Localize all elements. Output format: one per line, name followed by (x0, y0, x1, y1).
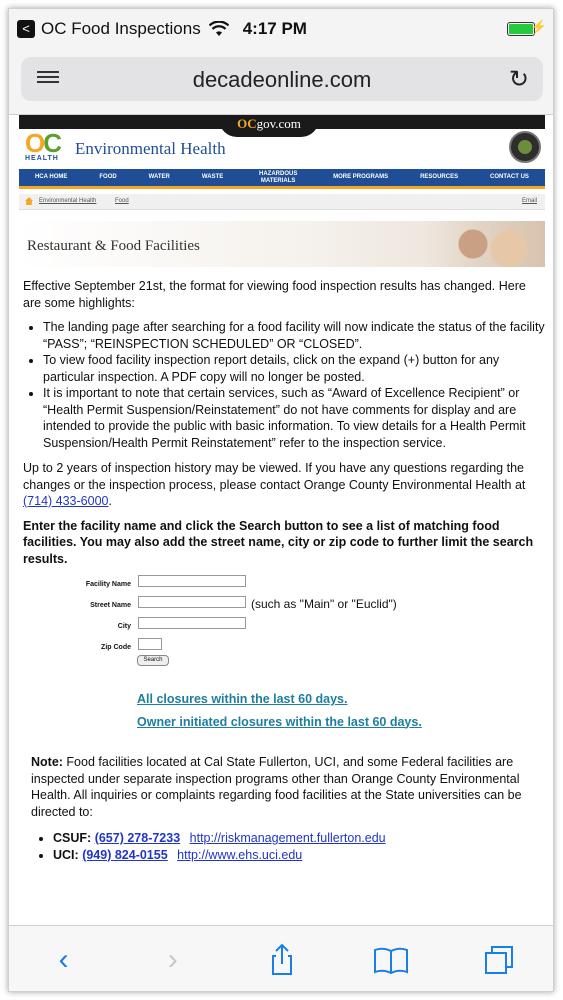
street-name-input[interactable] (138, 596, 246, 608)
page-title: Restaurant & Food Facilities (27, 238, 200, 254)
breadcrumb (19, 194, 545, 210)
page-banner (19, 221, 545, 267)
url-text[interactable]: decadeonline.com (192, 67, 372, 92)
site-title[interactable]: Environmental Health (75, 139, 226, 158)
nav-water[interactable]: WATER (148, 174, 170, 180)
city-label: City (117, 623, 131, 630)
nav-hazardous-materials[interactable]: HAZARDOUS MATERIALS (258, 170, 298, 184)
owner-closures-link[interactable]: Owner initiated closures within the last 60 days. (137, 714, 422, 729)
city-input[interactable] (138, 617, 246, 629)
phone-screen (8, 8, 554, 992)
breadcrumb-food[interactable]: Food (115, 198, 129, 204)
search-button[interactable]: Search (137, 655, 169, 666)
contacts-list (53, 830, 545, 863)
tabs-icon[interactable] (480, 940, 520, 980)
contact-name: UCI: (53, 847, 79, 862)
browser-toolbar (9, 925, 554, 992)
all-closures-link[interactable]: All closures within the last 60 days. (137, 692, 348, 706)
oc-logo-letters: OC (25, 128, 61, 158)
wifi-icon (209, 21, 229, 37)
list-item (53, 830, 545, 847)
nav-more-programs[interactable]: MORE PROGRAMS (333, 174, 389, 180)
intro-text: Effective September 21st, the format for viewing food inspection results has changed. Here are some highlights: (23, 279, 526, 310)
phone-link[interactable]: (714) 433-6000 (23, 494, 109, 508)
status-bar (9, 9, 554, 49)
street-name-hint: (such as "Main" or "Euclid") (251, 597, 397, 611)
contact-url-link[interactable]: http://riskmanagement.fullerton.edu (189, 831, 386, 845)
list-item (53, 847, 545, 864)
facility-name-label: Facility Name (85, 581, 131, 588)
contact-phone-link[interactable]: (949) 824-0155 (82, 847, 168, 862)
back-to-app-label[interactable]: OC Food Inspections (41, 19, 201, 38)
note-text: Food facilities located at Cal State Fullerton, UCI, and some Federal facilities are inspected under separate inspection programs other than Orange County Environmental Health. All inquiries or complaints regarding food facilities at the State universities can be directed to: (31, 755, 522, 819)
share-icon[interactable] (262, 940, 302, 980)
site-header (19, 129, 545, 169)
nav-food[interactable]: FOOD (99, 174, 117, 180)
back-icon[interactable]: ‹ (58, 942, 69, 976)
list-item: • The landing page after searching for a food facility will now indicate the status of the facility “PASS”; “REINSPECTION SCHEDULED” OR “CLOSED”. (43, 319, 545, 352)
forward-icon[interactable]: › (167, 942, 178, 976)
facility-name-input[interactable] (138, 575, 246, 587)
oc-health-logo[interactable] (25, 128, 61, 162)
nav-waste[interactable]: WASTE (201, 174, 224, 180)
highlights-list (43, 319, 545, 451)
note-section (23, 754, 545, 863)
note-label: Note: (31, 755, 63, 769)
home-icon (25, 197, 33, 205)
street-row (23, 596, 523, 610)
ocgov-link[interactable]: OCgov.com (219, 115, 319, 137)
browser-header (9, 49, 554, 115)
history-period: . (108, 494, 112, 508)
reload-icon[interactable]: ↻ (508, 66, 529, 93)
food-banner-image (425, 221, 545, 267)
bookmarks-icon[interactable] (371, 940, 411, 980)
clock: 4:17 PM (242, 19, 307, 38)
zip-code-input[interactable] (138, 638, 162, 650)
contact-phone-link[interactable]: (657) 278-7233 (94, 831, 181, 845)
main-content (23, 278, 545, 872)
nav-contact-us[interactable]: CONTACT US (490, 174, 529, 180)
county-seal-icon (509, 131, 541, 163)
zip-code-label: Zip Code (101, 644, 131, 651)
search-instructions: Enter the facility name and click the Search button to see a list of matching food facilities. You may also add the street name, city or zip code to further limit the search results. (23, 518, 534, 566)
list-item: • It is important to note that certain services, such as “Award of Excellence Recipient” or “Health Permit Suspension/Reinstatement” do not have comments for display and are intended to provide the public with basic information. To view details for a Health Permit Suspension/Health Permit Reinstatement” refer to the inspection service. (43, 385, 545, 451)
web-content (9, 115, 554, 925)
street-name-label: Street Name (90, 602, 131, 609)
main-nav (19, 169, 545, 189)
list-item: • To view food facility inspection report details, click on the expand (+) button for any particular inspection. A PDF copy will no longer be posted. (43, 352, 545, 385)
nav-hca-home[interactable]: HCA HOME (34, 174, 68, 180)
search-form (23, 575, 545, 687)
nav-resources[interactable]: RESOURCES (420, 174, 459, 180)
charging-icon: ⚡ (530, 19, 547, 34)
history-paragraph (23, 460, 545, 510)
back-to-app-icon[interactable]: < (17, 20, 35, 38)
contact-name: CSUF: (53, 831, 92, 845)
email-link[interactable]: Email (521, 198, 537, 204)
oc-logo-sub: HEALTH (25, 155, 59, 162)
contact-url-link[interactable]: http://www.ehs.uci.edu (177, 847, 303, 862)
note-paragraph (31, 754, 545, 820)
history-text: Up to 2 years of inspection history may be viewed. If you have any questions regarding the changes or the inspection process, please contact Orange County Environmental Health at (23, 461, 526, 492)
address-bar[interactable] (21, 57, 543, 101)
breadcrumb-environmental-health[interactable]: Environmental Health (39, 198, 97, 204)
